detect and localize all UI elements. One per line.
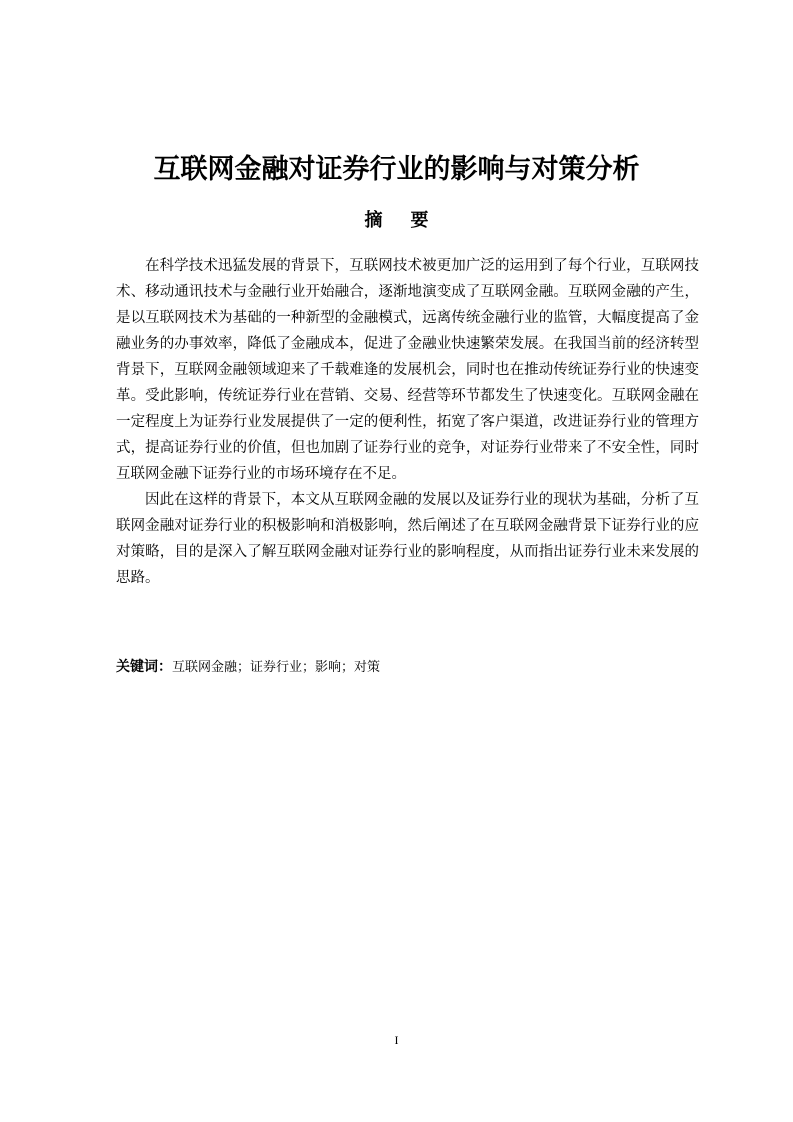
abstract-paragraph-1: 在科学技术迅猛发展的背景下，互联网技术被更加广泛的运用到了每个行业，互联网技术、移动通讯技术与金融行业开始融合，逐渐地演变成了互联网金融。互联网金融的产生，是以互联网技术为基础的一种新型的金融模式，远离传统金融行业的监管，大幅度提高了金融业务的办事效率，降低了金融成本，促进了金融业快速繁荣发展。在我国当前的经济转型背景下，互联网金融领域迎来了千载难逢的发展机会，同时也在推动传统证券行业的快速变革。受此影响，传统证券行业在营销、交易、经营等环节都发生了快速变化。互联网金融在一定程度上为证券行业发展提供了一定的便利性，拓宽了客户渠道，改进证券行业的管理方式，提高证券行业的价值，但也加剧了证券行业的竞争，对证券行业带来了不安全性，同时互联网金融下证券行业的市场环境存在不足。 [116, 258, 699, 482]
document-title: 互联网金融对证券行业的影响与对策分析 [153, 154, 640, 185]
keywords-label: 关键词： [116, 659, 172, 675]
page-number: I [394, 1033, 399, 1047]
abstract-heading: 摘要 [364, 210, 457, 231]
abstract-paragraph-2: 因此在这样的背景下，本文从互联网金融的发展以及证券行业的现状为基础，分析了互联网金融对证券行业的积极影响和消极影响，然后阐述了在互联网金融背景下证券行业的应对策略，目的是深入了解互联网金融对证券行业的影响程度，从而指出证券行业未来发展的思路。 [116, 492, 699, 586]
abstract-body [116, 253, 699, 591]
keywords-value: 互联网金融；证券行业；影响；对策 [172, 660, 381, 675]
keywords-line [116, 655, 699, 680]
